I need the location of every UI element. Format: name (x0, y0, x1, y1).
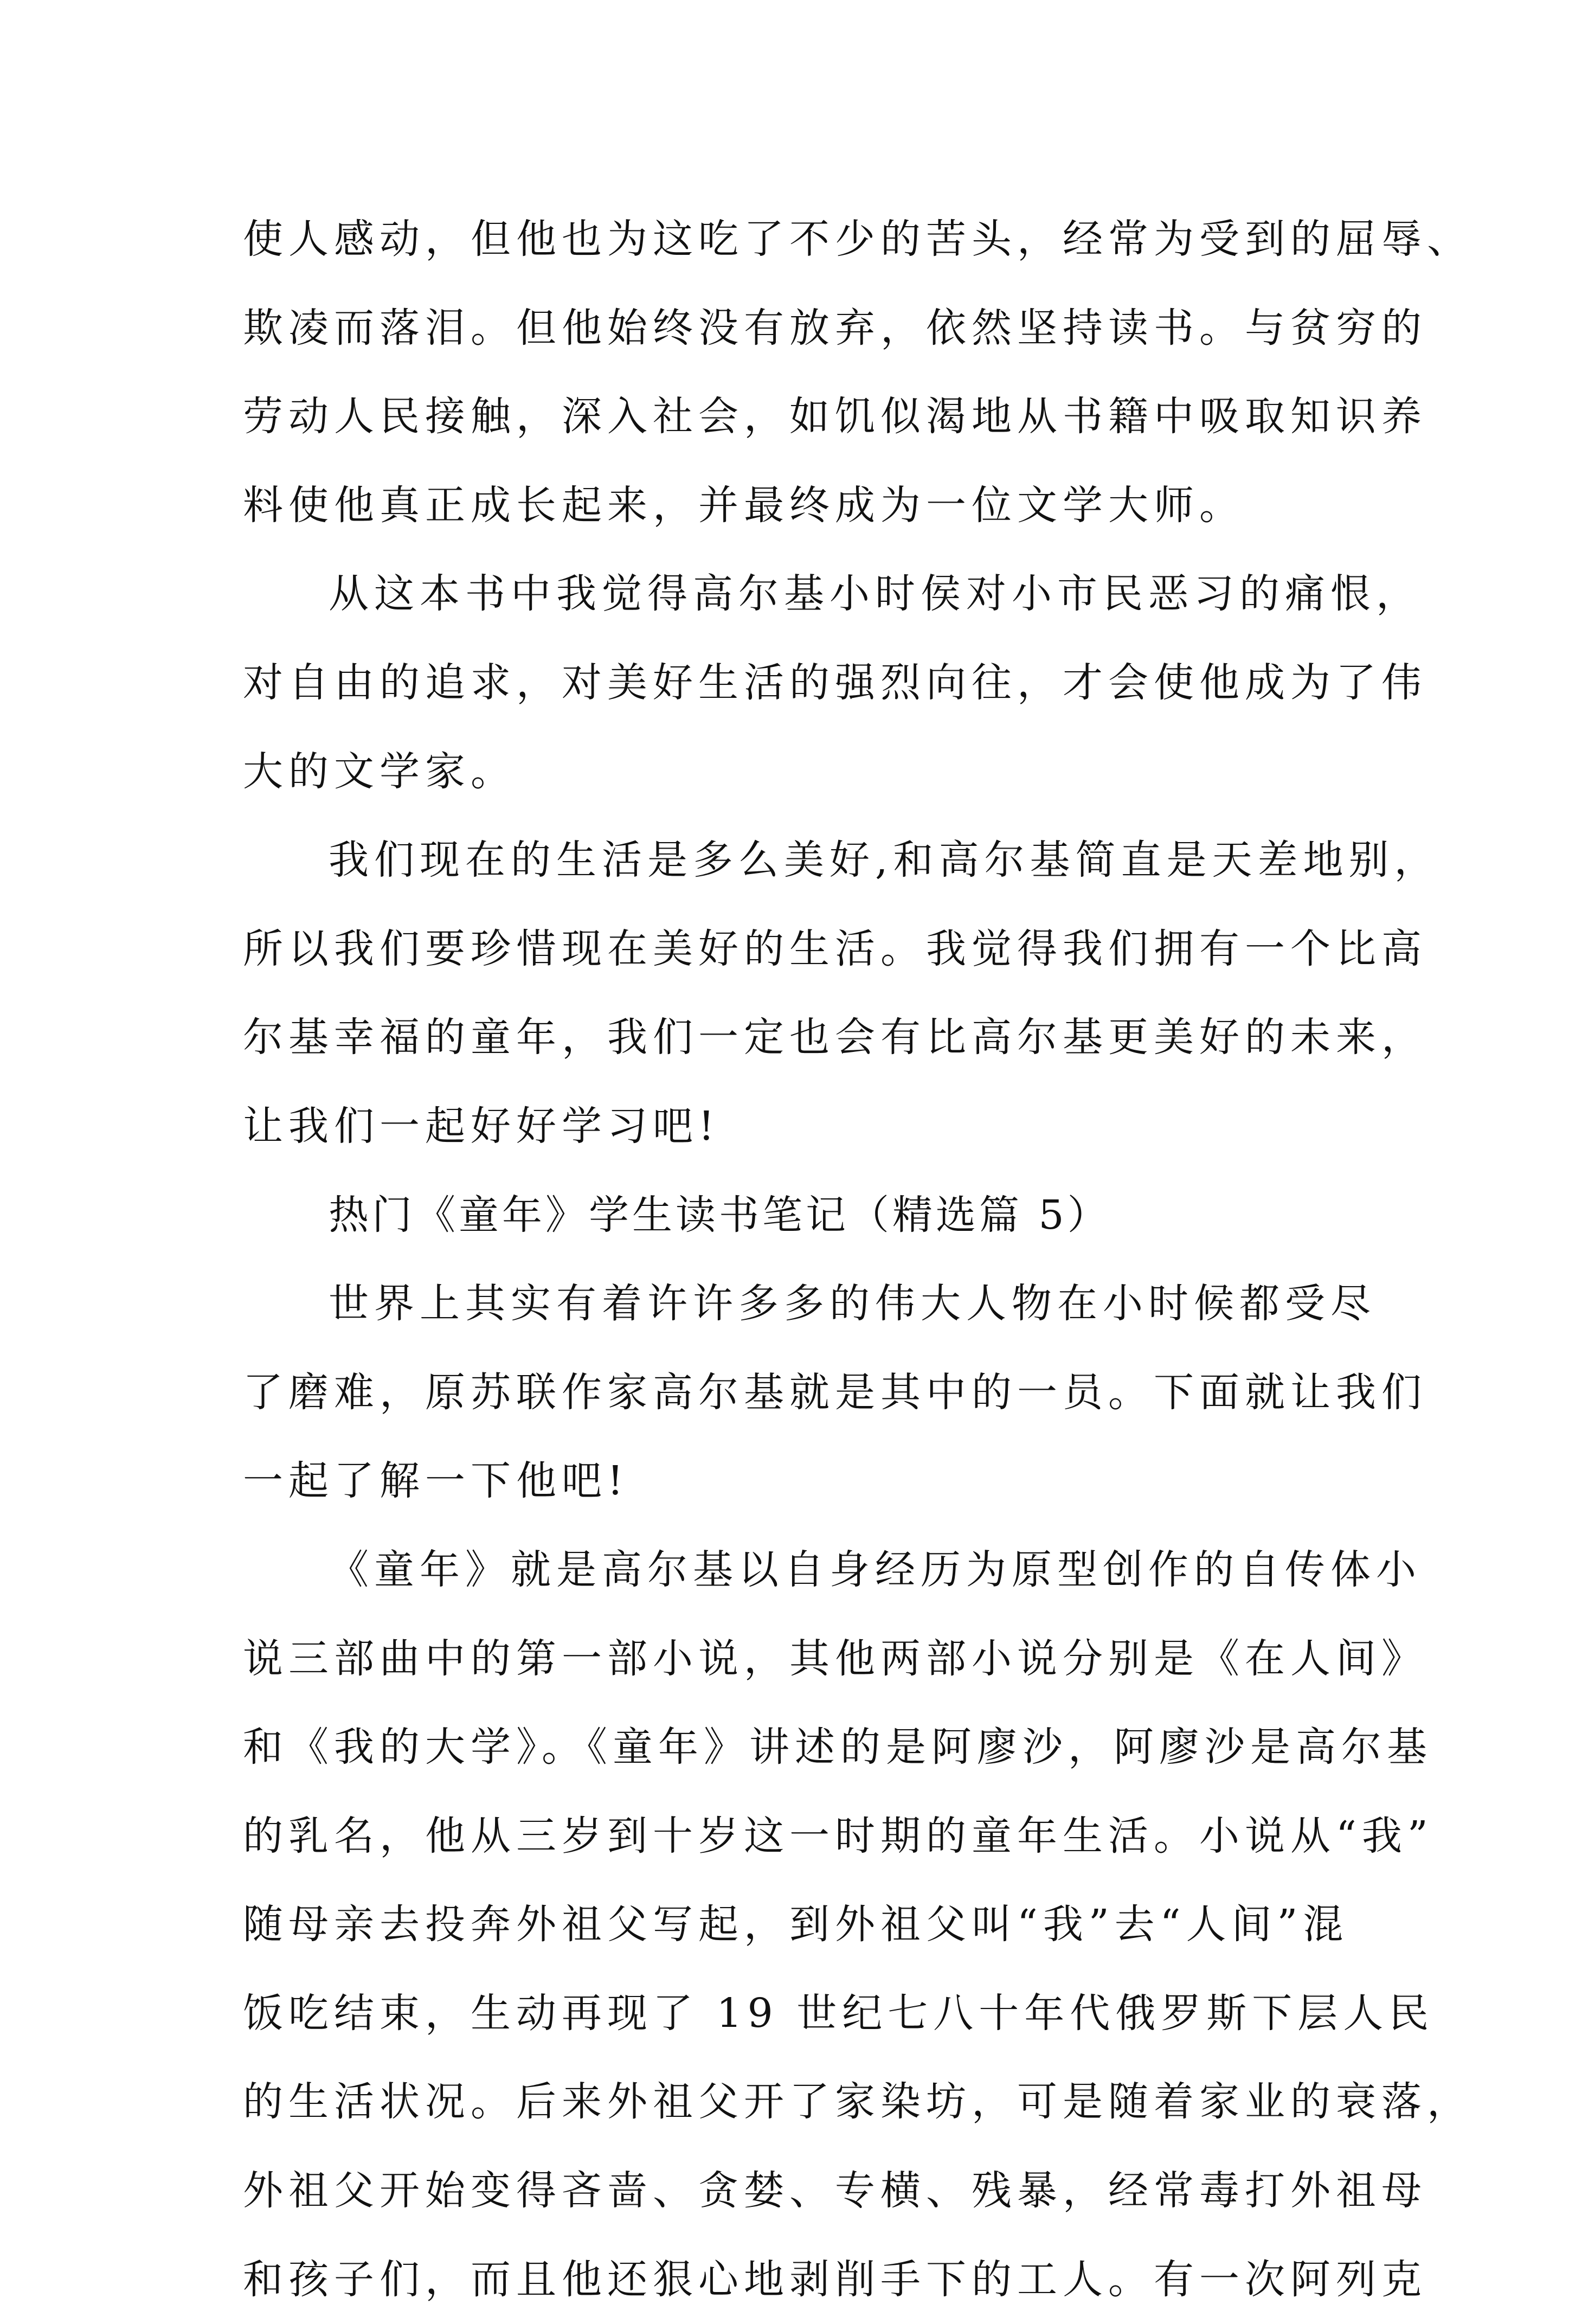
text-line: 对自由的追求，对美好生活的强烈向往，才会使他成为了伟 (243, 659, 1427, 706)
paragraph-start-line: 从这本书中我觉得高尔基小时侯对小市民恶习的痛恨， (329, 570, 1422, 618)
text-line: 让我们一起好好学习吧! (243, 1102, 720, 1150)
text-line: 和《我的大学》。《童年》讲述的是阿廖沙，阿廖沙是高尔基 (243, 1724, 1432, 1771)
text-line: 和孩子们，而且他还狠心地剥削手下的工人。有一次阿列克 (243, 2256, 1427, 2303)
paragraph-start-line: 世界上其实有着许许多多的伟大人物在小时候都受尽 (329, 1280, 1376, 1327)
text-line: 说三部曲中的第一部小说，其他两部小说分别是《在人间》 (243, 1635, 1427, 1682)
text-line: 所以我们要珍惜现在美好的生活。我觉得我们拥有一个比高 (243, 925, 1427, 972)
text-line: 使人感动，但他也为这吃了不少的苦头，经常为受到的屈辱、 (243, 216, 1472, 262)
paragraph-start-line: 《童年》就是高尔基以自身经历为原型创作的自传体小 (329, 1546, 1422, 1593)
text-line: 的生活状况。后来外祖父开了家染坊，可是随着家业的衰落， (243, 2078, 1472, 2126)
body-text (243, 195, 1472, 2324)
text-line: 了磨难，原苏联作家高尔基就是其中的一员。下面就让我们 (243, 1369, 1427, 1416)
text-line: 随母亲去投奔外祖父写起，到外祖父叫“我”去“人间”混 (243, 1901, 1349, 1948)
paragraph-start-line: 我们现在的生活是多么美好,和高尔基简直是天差地别， (329, 837, 1440, 884)
text-line: 料使他真正成长起来，并最终成为一位文学大师。 (243, 482, 1245, 529)
text-line: 劳动人民接触，深入社会，如饥似渴地从书籍中吸取知识养 (243, 393, 1427, 440)
text-line: 饭吃结束，生动再现了 19 世纪七八十年代俄罗斯下层人民 (243, 1989, 1435, 2037)
section-heading: 热门《童年》学生读书笔记（精选篇 5） (329, 1191, 1111, 1238)
text-line: 的乳名，他从三岁到十岁这一时期的童年生活。小说从“我” (243, 1812, 1433, 1859)
text-line: 欺凌而落泪。但他始终没有放弃，依然坚持读书。与贫穷的 (243, 304, 1427, 351)
text-line: 大的文学家。 (243, 748, 516, 795)
text-line: 外祖父开始变得吝啬、贪婪、专横、残暴，经常毒打外祖母 (243, 2167, 1427, 2214)
text-line: 一起了解一下他吧! (243, 1458, 629, 1505)
text-line: 尔基幸福的童年，我们一定也会有比高尔基更美好的未来， (243, 1014, 1427, 1061)
